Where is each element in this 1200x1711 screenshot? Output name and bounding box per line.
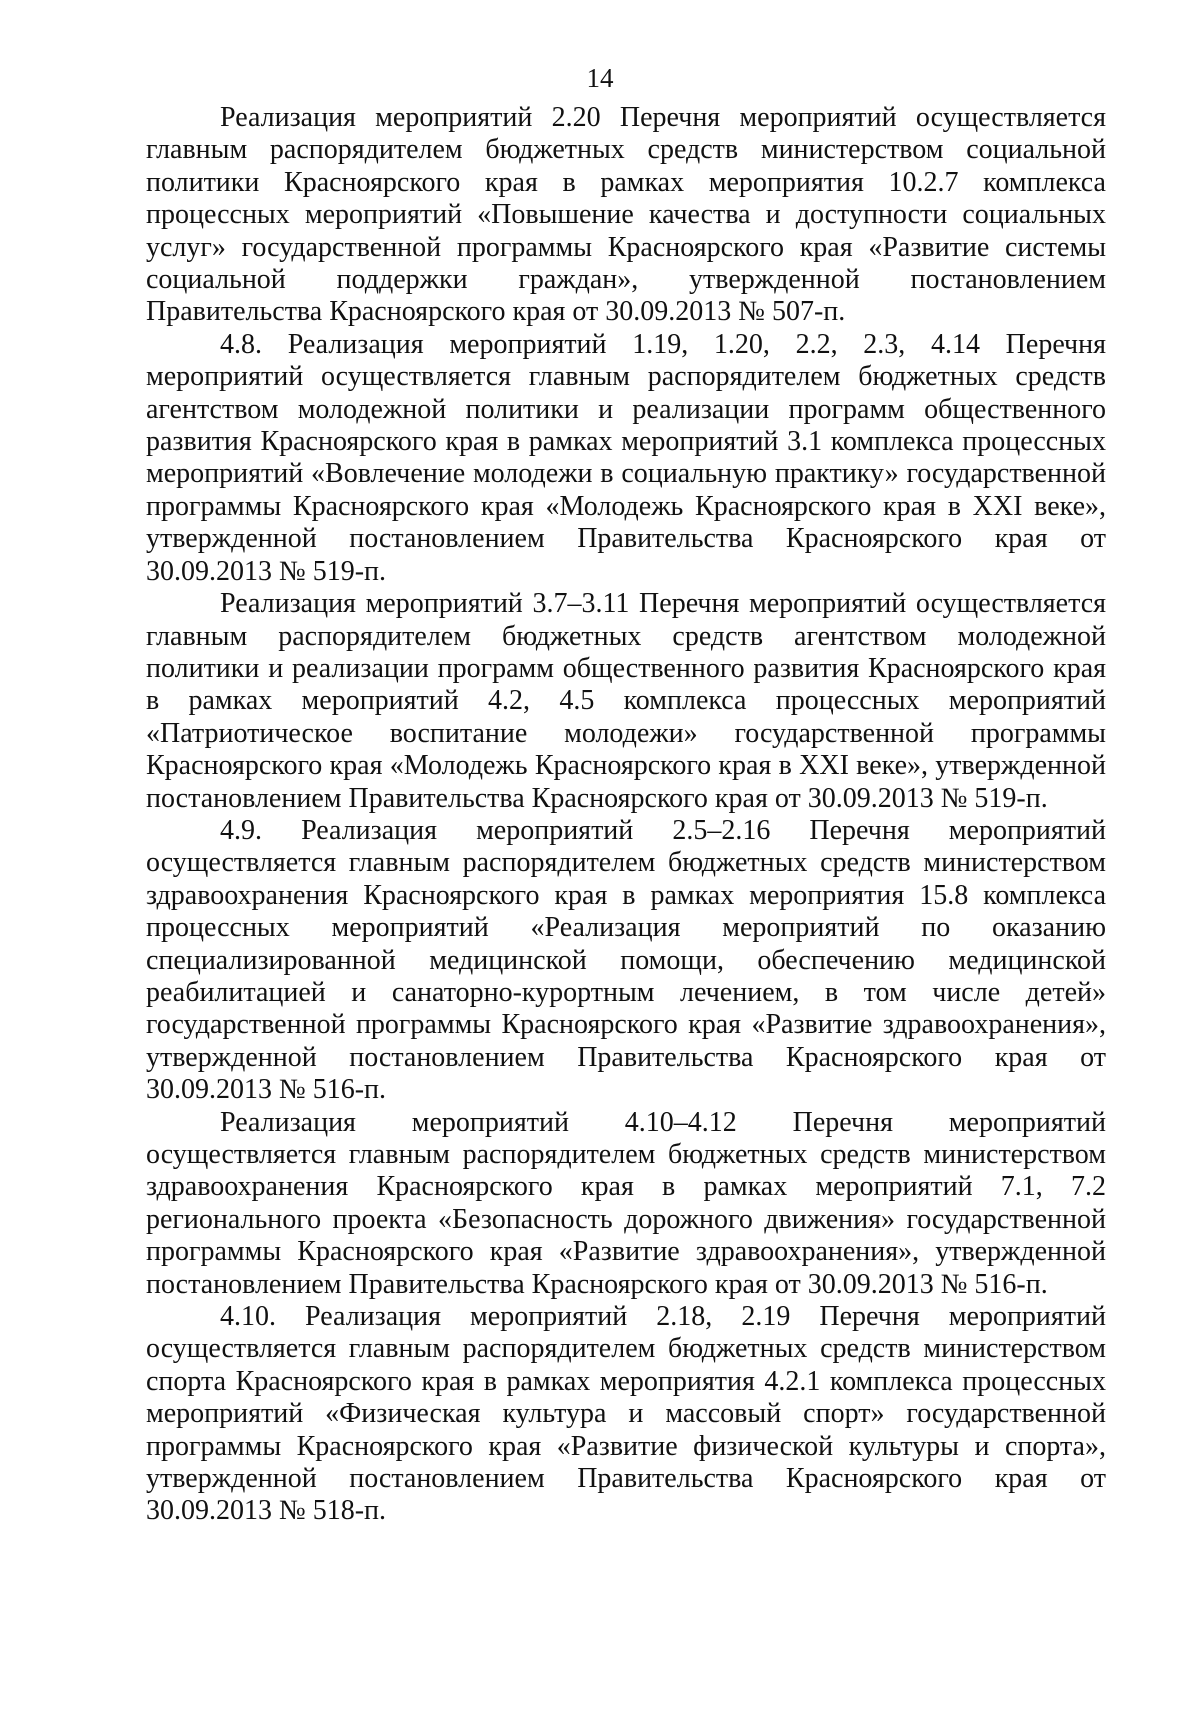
paragraph-4-8: 4.8. Реализация мероприятий 1.19, 1.20, 2.2, 2.3, 4.14 Перечня мероприятий осуществляется главным распорядителем бюджетных средств агентством молодежной политики и реализации программ общественного развития Красноярского края в рамках мероприятий 3.1 комплекса процессных мероприятий «Вовлечение молодежи в социальную практику» государственной программы Красноярского края «Молодежь Красноярского края в XXI веке», утвержденной постановлением Правительства Красноярского края от 30.09.2013 № 519-п. (146, 328, 1106, 587)
paragraph-4-10-4-12: Реализация мероприятий 4.10–4.12 Перечня мероприятий осуществляется главным распорядителем бюджетных средств министерством здравоохранения Красноярского края в рамках мероприятий 7.1, 7.2 регионального проекта «Безопасность дорожного движения» государственной программы Красноярского края «Развитие здравоохранения», утвержденной постановлением Правительства Красноярского края от 30.09.2013 № 516-п. (146, 1106, 1106, 1300)
paragraph-2-20: Реализация мероприятий 2.20 Перечня мероприятий осуществляется главным распорядителем бюджетных средств министерством социальной политики Красноярского края в рамках мероприятия 10.2.7 комплекса процессных мероприятий «Повышение качества и доступности социальных услуг» государственной программы Красноярского края «Развитие системы социальной поддержки граждан», утвержденной постановлением Правительства Красноярского края от 30.09.2013 № 507-п. (146, 102, 1106, 328)
paragraph-3-7-3-11: Реализация мероприятий 3.7–3.11 Перечня мероприятий осуществляется главным распорядителем бюджетных средств агентством молодежной политики и реализации программ общественного развития Красноярского края в рамках мероприятий 4.2, 4.5 комплекса процессных мероприятий «Патриотическое воспитание молодежи» государственной программы Красноярского края «Молодежь Красноярского края в XXI веке», утвержденной постановлением Правительства Красноярского края от 30.09.2013 № 519-п. (146, 588, 1106, 814)
document-body (146, 102, 1106, 1528)
paragraph-4-9: 4.9. Реализация мероприятий 2.5–2.16 Перечня мероприятий осуществляется главным распорядителем бюджетных средств министерством здравоохранения Красноярского края в рамках мероприятия 15.8 комплекса процессных мероприятий «Реализация мероприятий по оказанию специализированной медицинской помощи, обеспечению медицинской реабилитацией и санаторно-курортным лечением, в том числе детей» государственной программы Красноярского края «Развитие здравоохранения», утвержденной постановлением Правительства Красноярского края от 30.09.2013 № 516-п. (146, 814, 1106, 1106)
paragraph-4-10: 4.10. Реализация мероприятий 2.18, 2.19 Перечня мероприятий осуществляется главным распорядителем бюджетных средств министерством спорта Красноярского края в рамках мероприятия 4.2.1 комплекса процессных мероприятий «Физическая культура и массовый спорт» государственной программы Красноярского края «Развитие физической культуры и спорта», утвержденной постановлением Правительства Красноярского края от 30.09.2013 № 518-п. (146, 1301, 1106, 1527)
page-number: 14 (586, 63, 614, 93)
